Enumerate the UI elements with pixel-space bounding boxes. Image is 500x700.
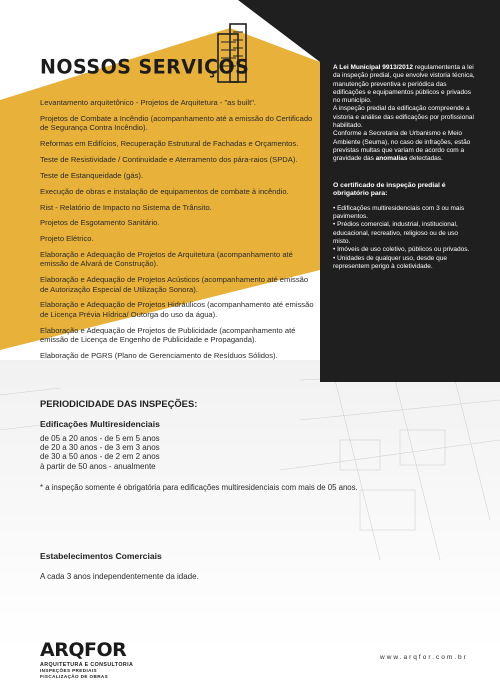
- list-item: • Unidades de qualquer uso, desde que representem perigo à coletividade.: [333, 254, 447, 270]
- fines-paragraph: Conforme a Secretaria de Urbanismo e Meio Ambiente (Seuma), no caso de infrações, estão previstas multas que variam de acordo com a gravidade das anomalias detectadas.: [333, 130, 471, 163]
- law-paragraph: A Lei Municipal 9913/2012 regulamententa a lei da inspeção predial, que envolve vistoria técnica, manutenção preventiva e periódica das edificações e equipamentos públicos e privados no município.: [333, 64, 475, 105]
- estabelecimentos-section: [40, 551, 440, 581]
- list-item: • Edificações multiresidenciais com 3 ou mais pavimentos.: [333, 204, 465, 221]
- logo-tagline: ARQUITETURA E CONSULTORIA: [40, 662, 134, 668]
- services-list: [40, 98, 318, 366]
- list-item: Elaboração de PGRS (Plano de Gerenciamento de Resíduos Sólidos).: [40, 350, 278, 360]
- list-item: Elaboração e Adequação de Projetos Acústicos (acompanhamento até emissão de Autorização Especial de Utilização Sonora).: [40, 275, 309, 294]
- list-item: Rist - Relatório de Impacto no Sistema de Trânsito.: [40, 202, 212, 212]
- period-row: de 30 a 50 anos - de 2 em 2 anos: [40, 452, 160, 462]
- logo-wordmark: ARQFOR: [40, 639, 127, 661]
- certificate-title: O certificado de inspeção predial é obrigatório para:: [333, 181, 446, 198]
- list-item: Projetos de Combate a Incêndio (acompanhamento até a emissão do Certificado de Segurança Contra Incêndio).: [40, 113, 313, 133]
- footnote: * a inspeção somente é obrigatória para edificações multiresidenciais com mais de 05 anos.: [40, 482, 358, 492]
- inspection-paragraph: A inspeção predial da edificação compreende a vistoria e análise das edificações por profissional habilitado.: [333, 105, 474, 130]
- period-row: de 20 a 30 anos - de 3 em 3 anos: [40, 443, 160, 453]
- list-item: Elaboração e Adequação de Projetos de Publicidade (acompanhamento até emissão de Licença de Engenho de Publicidade e Propaganda).: [40, 325, 296, 344]
- section-subtitle: Edificações Multiresidenciais: [40, 419, 160, 429]
- law-info-column: [333, 64, 475, 271]
- section-title: PERIODICIDADE DAS INSPEÇÕES:: [40, 398, 198, 409]
- law-title: A Lei Municipal 9913/2012: [333, 64, 413, 71]
- list-item: • Prédios comercial, industrial, institucional, educacional, recreativo, religioso ou de uso misto.: [333, 221, 459, 245]
- list-item: Teste de Resistividade / Continuidade e Aterramento dos pára-raios (SPDA).: [40, 154, 298, 164]
- section-subtitle: Estabelecimentos Comerciais: [40, 551, 162, 561]
- page-title: NOSSOS SERVIÇOS: [40, 55, 250, 79]
- periodicidade-section: [40, 398, 440, 492]
- list-item: Elaboração e Adequação de Projetos de Arquitetura (acompanhamento até emissão de Alvará de Construção).: [40, 250, 293, 269]
- period-row: à partir de 50 anos - anualmente: [40, 461, 156, 471]
- certificate-list: [333, 205, 475, 271]
- section-text: A cada 3 anos independentemente da idade.: [40, 572, 199, 581]
- website-url: www.arqfor.com.br: [380, 654, 468, 661]
- period-row: de 05 a 20 anos - de 5 em 5 anos: [40, 434, 160, 443]
- list-item: Projeto Elétrico.: [40, 234, 94, 244]
- list-item: Teste de Estanqueidade (gás).: [40, 170, 144, 180]
- list-item: • Imóveis de uso coletivo, públicos ou privados.: [333, 246, 470, 254]
- list-item: Projetos de Esgotamento Sanitário.: [40, 218, 160, 228]
- list-item: Reformas em Edifícios, Recuperação Estrutural de Fachadas e Orçamentos.: [40, 138, 299, 148]
- list-item: Execução de obras e instalação de equipamentos de combate à incêndio.: [40, 186, 289, 196]
- list-item: Elaboração e Adequação de Projetos Hidráulicos (acompanhamento até emissão de Licença Prévia Hídrica/ Outorga do uso da água).: [40, 300, 314, 319]
- logo-service: FISCALIZAÇÃO DE OBRAS: [40, 673, 109, 679]
- list-item: Levantamento arquitetônico - Projetos de Arquitetura - "as built".: [40, 98, 257, 107]
- logo-service: INSPEÇÕES PREDIAIS: [40, 668, 97, 673]
- company-logo: [40, 641, 180, 679]
